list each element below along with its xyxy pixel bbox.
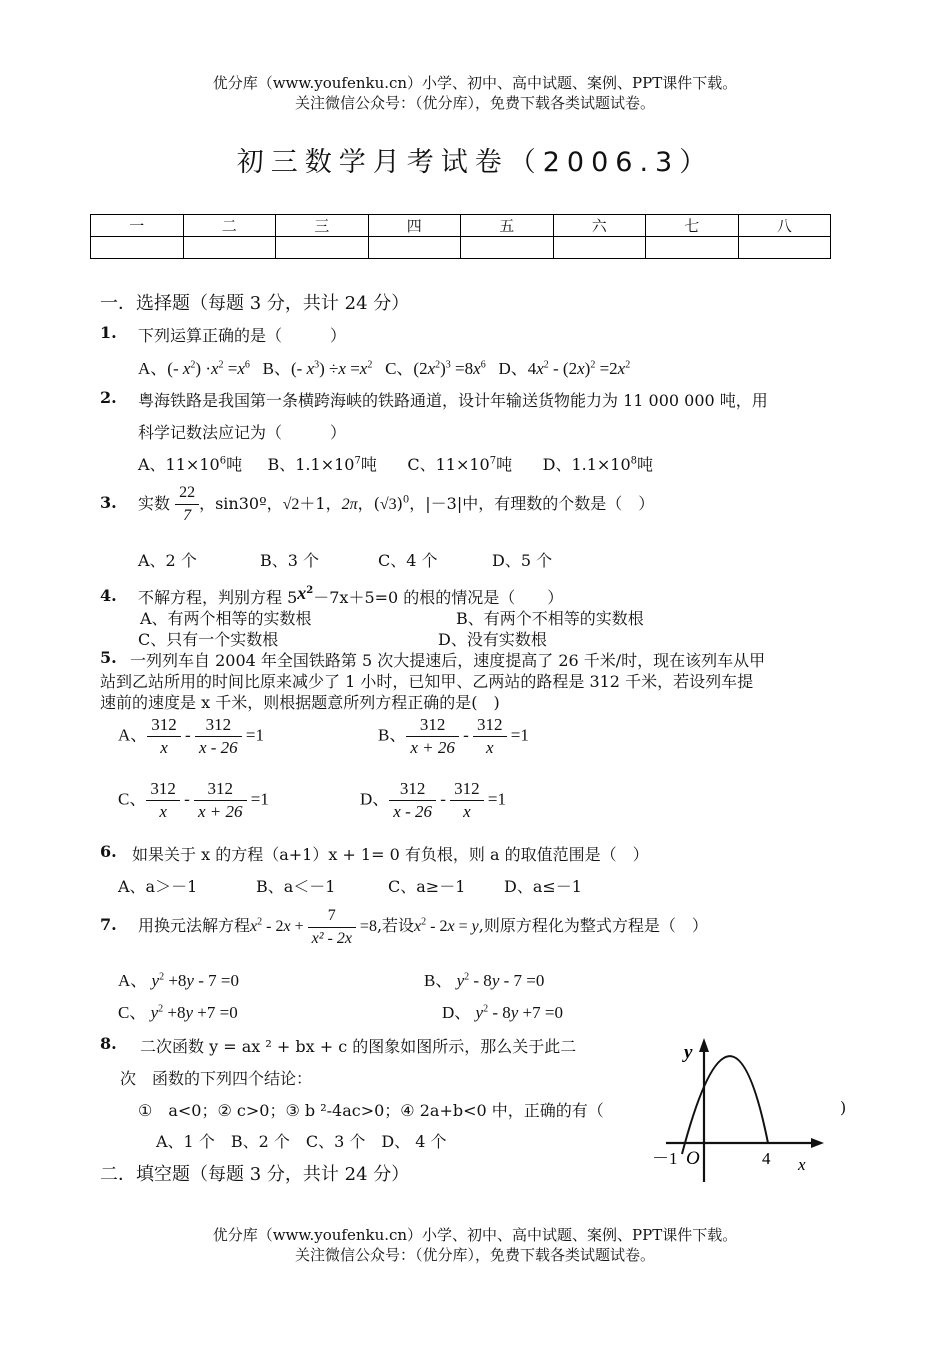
q4-option-a: A、有两个相等的实数根	[140, 609, 312, 628]
page-title: 初三数学月考试卷（2006.3）	[236, 147, 714, 178]
q4-text: 不解方程，判别方程 $5x^2-7x+5=0$ 的根的情况是（ ）	[138, 583, 564, 607]
q8-options: A、1 个 B、2 个 C、3 个 D、 4 个	[156, 1132, 447, 1151]
q5-line2: 站到乙站所用的时间比原来减少了 1 小时，已知甲、乙两站的路程是 312 千米，若设列车提	[100, 672, 754, 691]
score-col-8: 八	[738, 215, 831, 237]
q5-number: 5.	[100, 648, 117, 667]
parabola-graph	[648, 1030, 828, 1188]
footer-line1: 优分库（www.youfenku.cn）小学、初中、高中试题、案例、PPT课件下载。	[212, 1226, 738, 1244]
q5-option-b: B、 $\frac{312}{x + 26}$ - $\frac{312}{x}$ =1	[378, 715, 529, 757]
q5-option-c: C、 $\frac{312}{x}$ - $\frac{312}{x + 26}$ =1	[118, 779, 269, 821]
footer-line2: 关注微信公众号：（优分库），免费下载各类试题试卷。	[294, 1246, 655, 1264]
section1-heading: 一．选择题（每题 3 分，共计 24 分）	[100, 293, 410, 314]
header-line2: 关注微信公众号：（优分库），免费下载各类试题试卷。	[294, 94, 655, 112]
q1-number: 1.	[100, 323, 117, 342]
header-line1: 优分库（www.youfenku.cn）小学、初中、高中试题、案例、PPT课件下载。	[212, 74, 738, 92]
q6-option-b: B、a＜－1	[256, 877, 336, 896]
q8-number: 8.	[100, 1034, 117, 1053]
q3-option-c: C、4 个	[378, 551, 438, 570]
q4-option-c: C、只有一个实数根	[138, 630, 279, 649]
q1-text: 下列运算正确的是（ ）	[138, 326, 347, 345]
score-col-7: 七	[646, 215, 739, 237]
graph-neg-one-label: －1	[652, 1149, 678, 1168]
q6-option-c: C、a≥－1	[388, 877, 466, 896]
q7-option-c: C、 $y^2 +8y +7 =0$	[118, 1003, 238, 1022]
graph-origin-label: O	[686, 1148, 700, 1169]
score-col-4: 四	[368, 215, 461, 237]
q6-text: 如果关于 x 的方程（a+1）x + 1= 0 有负根，则 a 的取值范围是（ ）	[132, 845, 649, 864]
q8-line2: 次 函数的下列四个结论：	[120, 1069, 313, 1088]
score-table	[90, 214, 831, 259]
q2-text: 粤海铁路是我国第一条横跨海峡的铁路通道，设计年输送货物能力为 11 000 000 吨，用	[138, 391, 768, 410]
q8-line3: ① a<0；② c>0；③ b ²-4ac>0；④ 2a+b<0 中，正确的有（	[138, 1101, 604, 1120]
q3-option-b: B、3 个	[260, 551, 320, 570]
q6-option-d: D、a≤－1	[504, 877, 582, 896]
q3-text: 实数 $\frac{22}{7}$ ，sin30º，√2＋1，2π，$(√3)^0$，|－3|中，有理数的个数是（ ）	[138, 484, 655, 524]
score-col-6: 六	[553, 215, 646, 237]
q5-line1: 一列列车自 2004 年全国铁路第 5 次大提速后，速度提高了 26 千米/时，现在该列车从甲	[130, 651, 766, 670]
q2-text2: 科学记数法应记为（ ）	[138, 423, 347, 442]
q2-options: A、$11\times 10^6$吨 B、$1.1\times 10^7$吨 C、$11\times 10^7$吨 D、$1.1\times 10^8$吨	[138, 455, 654, 474]
score-col-2: 二	[183, 215, 276, 237]
section2-heading: 二．填空题（每题 3 分，共计 24 分）	[100, 1164, 410, 1185]
score-col-5: 五	[461, 215, 554, 237]
graph-x-label: x	[798, 1155, 806, 1174]
q5-option-a: A、 $\frac{312}{x}$ - $\frac{312}{x - 26}$ =1	[118, 715, 265, 757]
q1-options: A、(- $x^2) \cdot x^2 =x^6$ B、(- $x^3) \div x =x^2$ C、$(2x^2)^3 =8x^6$ D、$4x^2 - (2x)^2 =2x^2$	[138, 359, 631, 378]
q4-option-d: D、没有实数根	[438, 630, 547, 649]
q4-option-b: B、有两个不相等的实数根	[456, 609, 644, 628]
q6-number: 6.	[100, 842, 117, 861]
q7-option-d: D、 $y^2 - 8y +7 =0$	[442, 1003, 563, 1022]
q6-option-a: A、a＞－1	[118, 877, 198, 896]
q7-option-a: A、 $y^2 +8y - 7 =0$	[118, 971, 239, 990]
q3-option-d: D、5 个	[492, 551, 553, 570]
q8-line1: 二次函数 y = ax ² + bx + c 的图象如图所示，那么关于此二	[140, 1037, 577, 1056]
graph-root-label: 4	[762, 1149, 771, 1168]
q5-line3: 速前的速度是 x 千米，则根据题意所列方程正确的是( )	[100, 693, 500, 712]
q7-text: 用换元法解方程$x^2 - 2x$ + $\frac{7}{\text{x² - 2x}}$ =8,若设$x^2 - 2x = y$,则原方程化为整式方程是（ ）	[138, 907, 708, 947]
y-axis-arrow-icon	[699, 1038, 709, 1052]
q3-number: 3.	[100, 493, 117, 512]
parabola-curve	[682, 1056, 768, 1154]
x-axis-arrow-icon	[811, 1138, 824, 1148]
q2-number: 2.	[100, 388, 117, 407]
q4-number: 4.	[100, 586, 117, 605]
graph-y-label: y	[684, 1042, 693, 1063]
q8-close-paren: )	[840, 1098, 847, 1117]
q5-option-d: D、 $\frac{312}{x - 26}$ - $\frac{312}{x}$ =1	[360, 779, 507, 821]
score-col-1: 一	[91, 215, 184, 237]
q7-option-b: B、 $y^2 - 8y - 7 =0$	[424, 971, 545, 990]
q3-option-a: A、2 个	[138, 551, 197, 570]
score-col-3: 三	[276, 215, 369, 237]
q7-number: 7.	[100, 915, 117, 934]
